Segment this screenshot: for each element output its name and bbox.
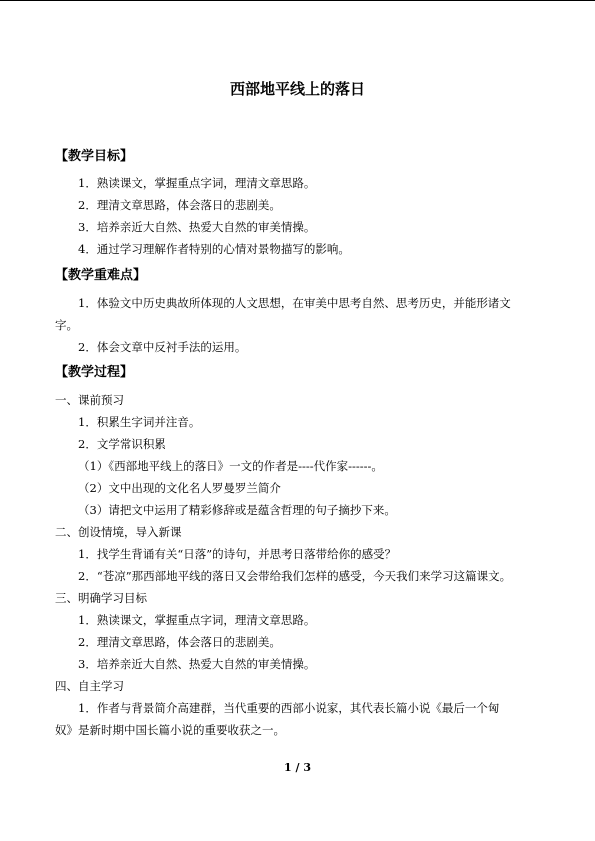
process-item-continued: 奴》是新时期中国长篇小说的重要收获之一。	[55, 723, 285, 737]
goal-item: 2．理清文章思路，体会落日的悲剧美。	[78, 198, 281, 212]
document-title: 西部地平线上的落日	[229, 80, 365, 98]
process-item: 2．理清文章思路，体会落日的悲剧美。	[78, 635, 281, 649]
key-point-item: 2．体会文章中反衬手法的运用。	[78, 340, 247, 354]
process-part-title: 二、创设情境，导入新课	[55, 525, 182, 539]
process-part-title: 三、明确学习目标	[55, 591, 147, 605]
process-part-title: 四、自主学习	[55, 679, 124, 693]
section-heading-key-points: 【教学重难点】	[55, 268, 147, 283]
key-point-item: 1．体验文中历史典故所体现的人文思想，在审美中思考自然、思考历史，并能形诸文	[78, 296, 511, 310]
process-item: 1．熟读课文，掌握重点字词，理清文章思路。	[78, 613, 316, 627]
process-part-title: 一、课前预习	[55, 393, 124, 407]
page-top-border	[0, 0, 595, 1]
process-item: 1．积累生字词并注音。	[78, 415, 201, 429]
process-item: 2．文学常识积累	[78, 437, 166, 451]
process-subitem: （3）请把文中运用了精彩修辞或是蕴含哲理的句子摘抄下来。	[78, 503, 396, 517]
page-number: 1 / 3	[284, 761, 311, 774]
process-item: 1．找学生背诵有关“日落”的诗句，并思考日落带给你的感受？	[78, 547, 397, 561]
process-item: 3．培养亲近大自然、热爱大自然的审美情操。	[78, 657, 316, 671]
process-subitem: （2）文中出现的文化名人罗曼罗兰简介	[78, 481, 281, 495]
process-subitem: （1）《西部地平线上的落日》一文的作者是----代作家------。	[78, 459, 383, 473]
section-heading-goals: 【教学目标】	[55, 149, 134, 164]
goal-item: 1．熟读课文，掌握重点字词，理清文章思路。	[78, 176, 316, 190]
goal-item: 3．培养亲近大自然、热爱大自然的审美情操。	[78, 220, 316, 234]
section-heading-process: 【教学过程】	[55, 365, 134, 380]
process-item: 2．“苍凉”那西部地平线的落日又会带给我们怎样的感受，今天我们来学习这篇课文。	[78, 569, 512, 583]
key-point-item-continued: 字。	[55, 318, 78, 332]
goal-item: 4．通过学习理解作者特别的心情对景物描写的影响。	[78, 242, 350, 256]
process-item: 1．作者与背景简介高建群，当代重要的西部小说家，其代表长篇小说《最后一个匈	[78, 701, 500, 715]
